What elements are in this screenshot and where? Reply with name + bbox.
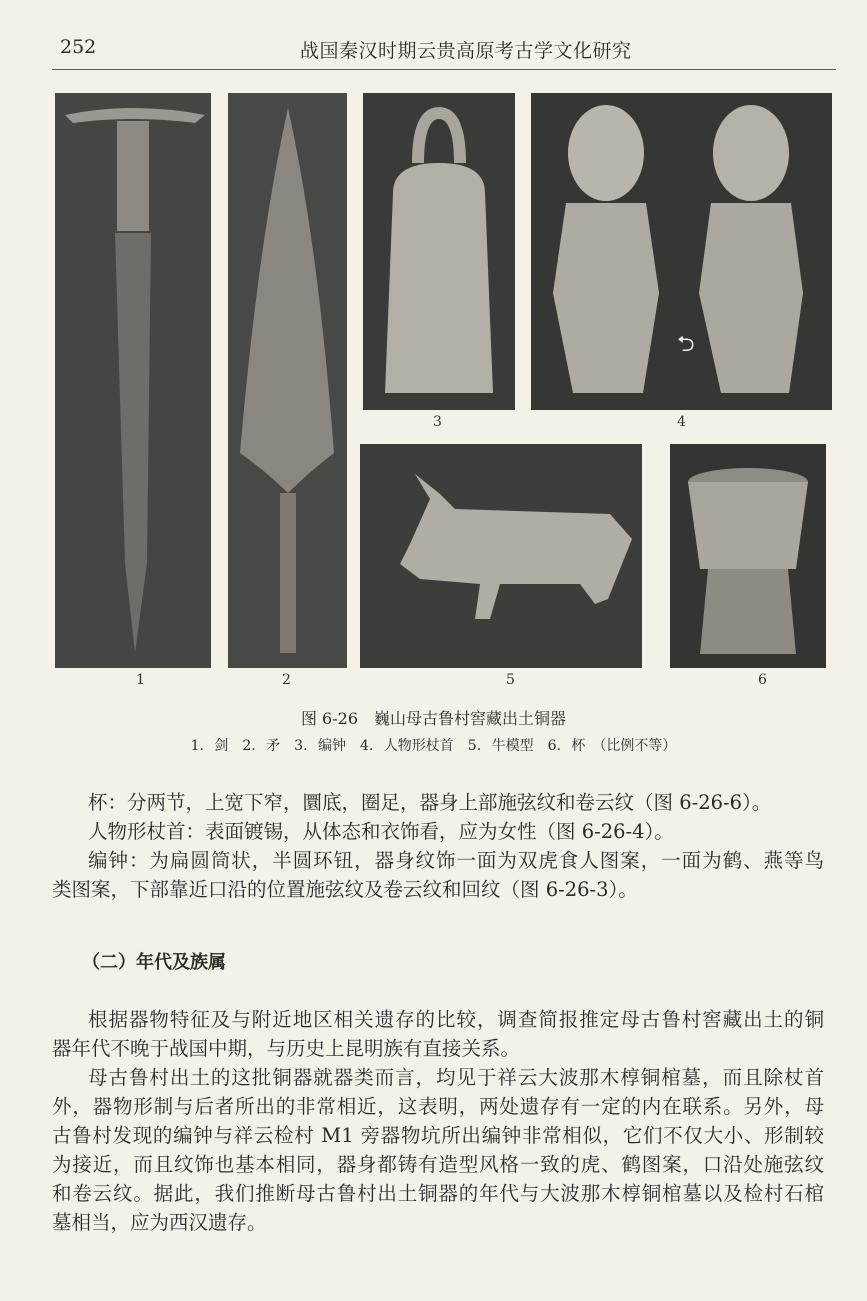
photo-cup [670,444,826,668]
text-line: 外，器物形制与后者所出的非常相近，这表明，两处遗存有一定的内在联系。另外，母 [52,1095,824,1118]
text-line: 古鲁村发现的编钟与祥云检村 M1 旁器物坑所出编钟非常相似，它们不仅大小、形制较 [52,1124,824,1147]
description-paragraphs [52,788,824,904]
panel-label: 4 [677,414,686,430]
text-line: 根据器物特征及与附近地区相关遗存的比较，调查简报推定母古鲁村窖藏出土的铜 [88,1008,824,1031]
text-line: 杯：分两节，上宽下窄，圜底，圈足，器身上部施弦纹和卷云纹（图 6-26-6）。 [88,791,772,814]
rotate-arrow-icon: ⮌ [677,332,695,357]
photo-spear [228,93,347,668]
text-line: 器年代不晚于战国中期，与历史上昆明族有直接关系。 [52,1037,521,1060]
photo-bell [363,93,515,410]
text-line: 类图案，下部靠近口沿的位置施弦纹及卷云纹和回纹（图 6-26-3）。 [52,878,638,901]
panel-label: 1 [136,672,145,688]
figure-legend: 1. 剑 2. 矛 3. 编钟 4. 人物形杖首 5. 牛模型 6. 杯 （比例不等） [190,738,677,754]
photo-figure-staff-head [531,93,832,410]
panel-label: 2 [282,672,291,688]
dating-paragraphs [52,1005,824,1237]
section-heading: （二）年代及族属 [82,952,226,973]
photo-sword [55,93,211,668]
panel-label: 5 [506,672,515,688]
text-line: 墓相当，应为西汉遗存。 [52,1211,267,1234]
panel-label: 6 [758,672,767,688]
text-line: 编钟：为扁圆筒状，半圆环钮，器身纹饰一面为双虎食人图案，一面为鹤、燕等鸟 [88,849,824,872]
header-rule [52,69,836,70]
text-line: 母古鲁村出土的这批铜器就器类而言，均见于祥云大波那木椁铜棺墓，而且除杖首 [88,1066,824,1089]
running-title: 战国秦汉时期云贵高原考古学文化研究 [300,40,632,62]
photo-ox-model [360,444,642,668]
figure-title: 图 6-26 巍山母古鲁村窖藏出土铜器 [300,709,567,728]
text-line: 和卷云纹。据此，我们推断母古鲁村出土铜器的年代与大波那木椁铜棺墓以及检村石棺 [52,1182,824,1205]
panel-label: 3 [433,414,442,430]
text-line: 人物形杖首：表面镀锡，从体态和衣饰看，应为女性（图 6-26-4）。 [88,820,674,843]
page-number: 252 [60,36,97,58]
text-line: 为接近，而且纹饰也基本相同，器身都铸有造型风格一致的虎、鹤图案，口沿处施弦纹 [52,1153,824,1176]
